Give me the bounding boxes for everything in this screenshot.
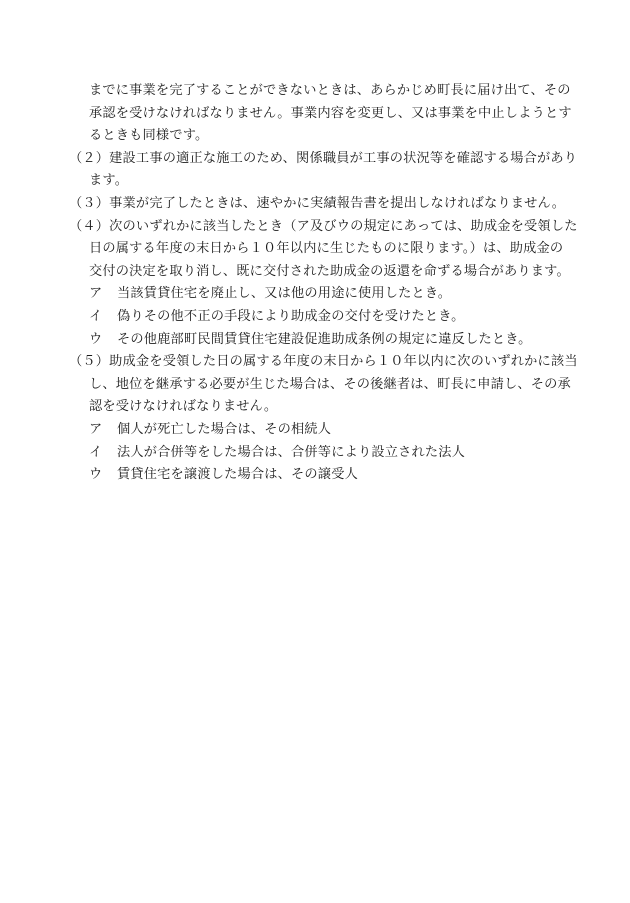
text-line: ます。 xyxy=(89,173,129,189)
item-mark: ウ xyxy=(89,467,103,483)
item-text: 賃貸住宅を譲渡した場合は、その譲受人 xyxy=(117,467,358,483)
item-text: 当該賃貸住宅を廃止し、又は他の用途に使用したとき。 xyxy=(117,286,452,302)
section-5-item-a xyxy=(69,419,575,442)
item-mark: ア xyxy=(89,421,103,437)
item-text: 偽りその他不正の手段により助成金の交付を受けたとき。 xyxy=(117,308,465,324)
item-text: その他鹿部町民間賃貸住宅建設促進助成条例の規定に違反したとき。 xyxy=(117,331,532,347)
item-text: 個人が死亡した場合は、その相続人 xyxy=(117,421,332,437)
item-mark: ア xyxy=(89,286,103,302)
document-body xyxy=(69,80,578,487)
section-4-item-u xyxy=(69,329,575,352)
text-line: し、地位を継承する必要が生じた場合は、その後継者は、町長に申請し、その承 xyxy=(89,376,571,392)
section-4-item-a xyxy=(69,283,575,306)
section-2-heading: （２）建設工事の適正な施工のため、関係職員が工事の状況等を確認する場合があり xyxy=(69,150,578,166)
item-mark: イ xyxy=(89,444,103,460)
text-line: までに事業を完了することができないときは、あらかじめ町長に届け出て、その xyxy=(89,83,571,98)
section-3-heading: （３）事業が完了したときは、速やかに実績報告書を提出しなければなりません。 xyxy=(69,195,566,211)
section-5-item-i xyxy=(69,442,575,465)
text-line: 交付の決定を取り消し、既に交付された助成金の返還を命ずる場合があります。 xyxy=(89,263,570,279)
text-line: るときも同様です。 xyxy=(89,128,209,144)
item-text: 法人が合併等をした場合は、合併等により設立された法人 xyxy=(117,444,466,460)
text-line: 承認を受けなければなりません。事業内容を変更し、又は事業を中止しようとす xyxy=(89,105,572,121)
section-4-heading: （４）次のいずれかに該当したとき（ア及びウの規定にあっては、助成金を受領した xyxy=(69,218,578,234)
item-mark: イ xyxy=(89,308,103,324)
section-5-item-u xyxy=(69,464,575,487)
section-5-heading: （５）助成金を受領した日の属する年度の末日から１０年以内に次のいずれかに該当 xyxy=(69,354,578,370)
text-line: 認を受けなければなりません。 xyxy=(89,399,278,415)
text-line: 日の属する年度の末日から１０年以内に生じたものに限ります。）は、助成金の xyxy=(89,241,564,257)
section-4-item-i xyxy=(69,306,575,329)
item-mark: ウ xyxy=(89,331,103,347)
